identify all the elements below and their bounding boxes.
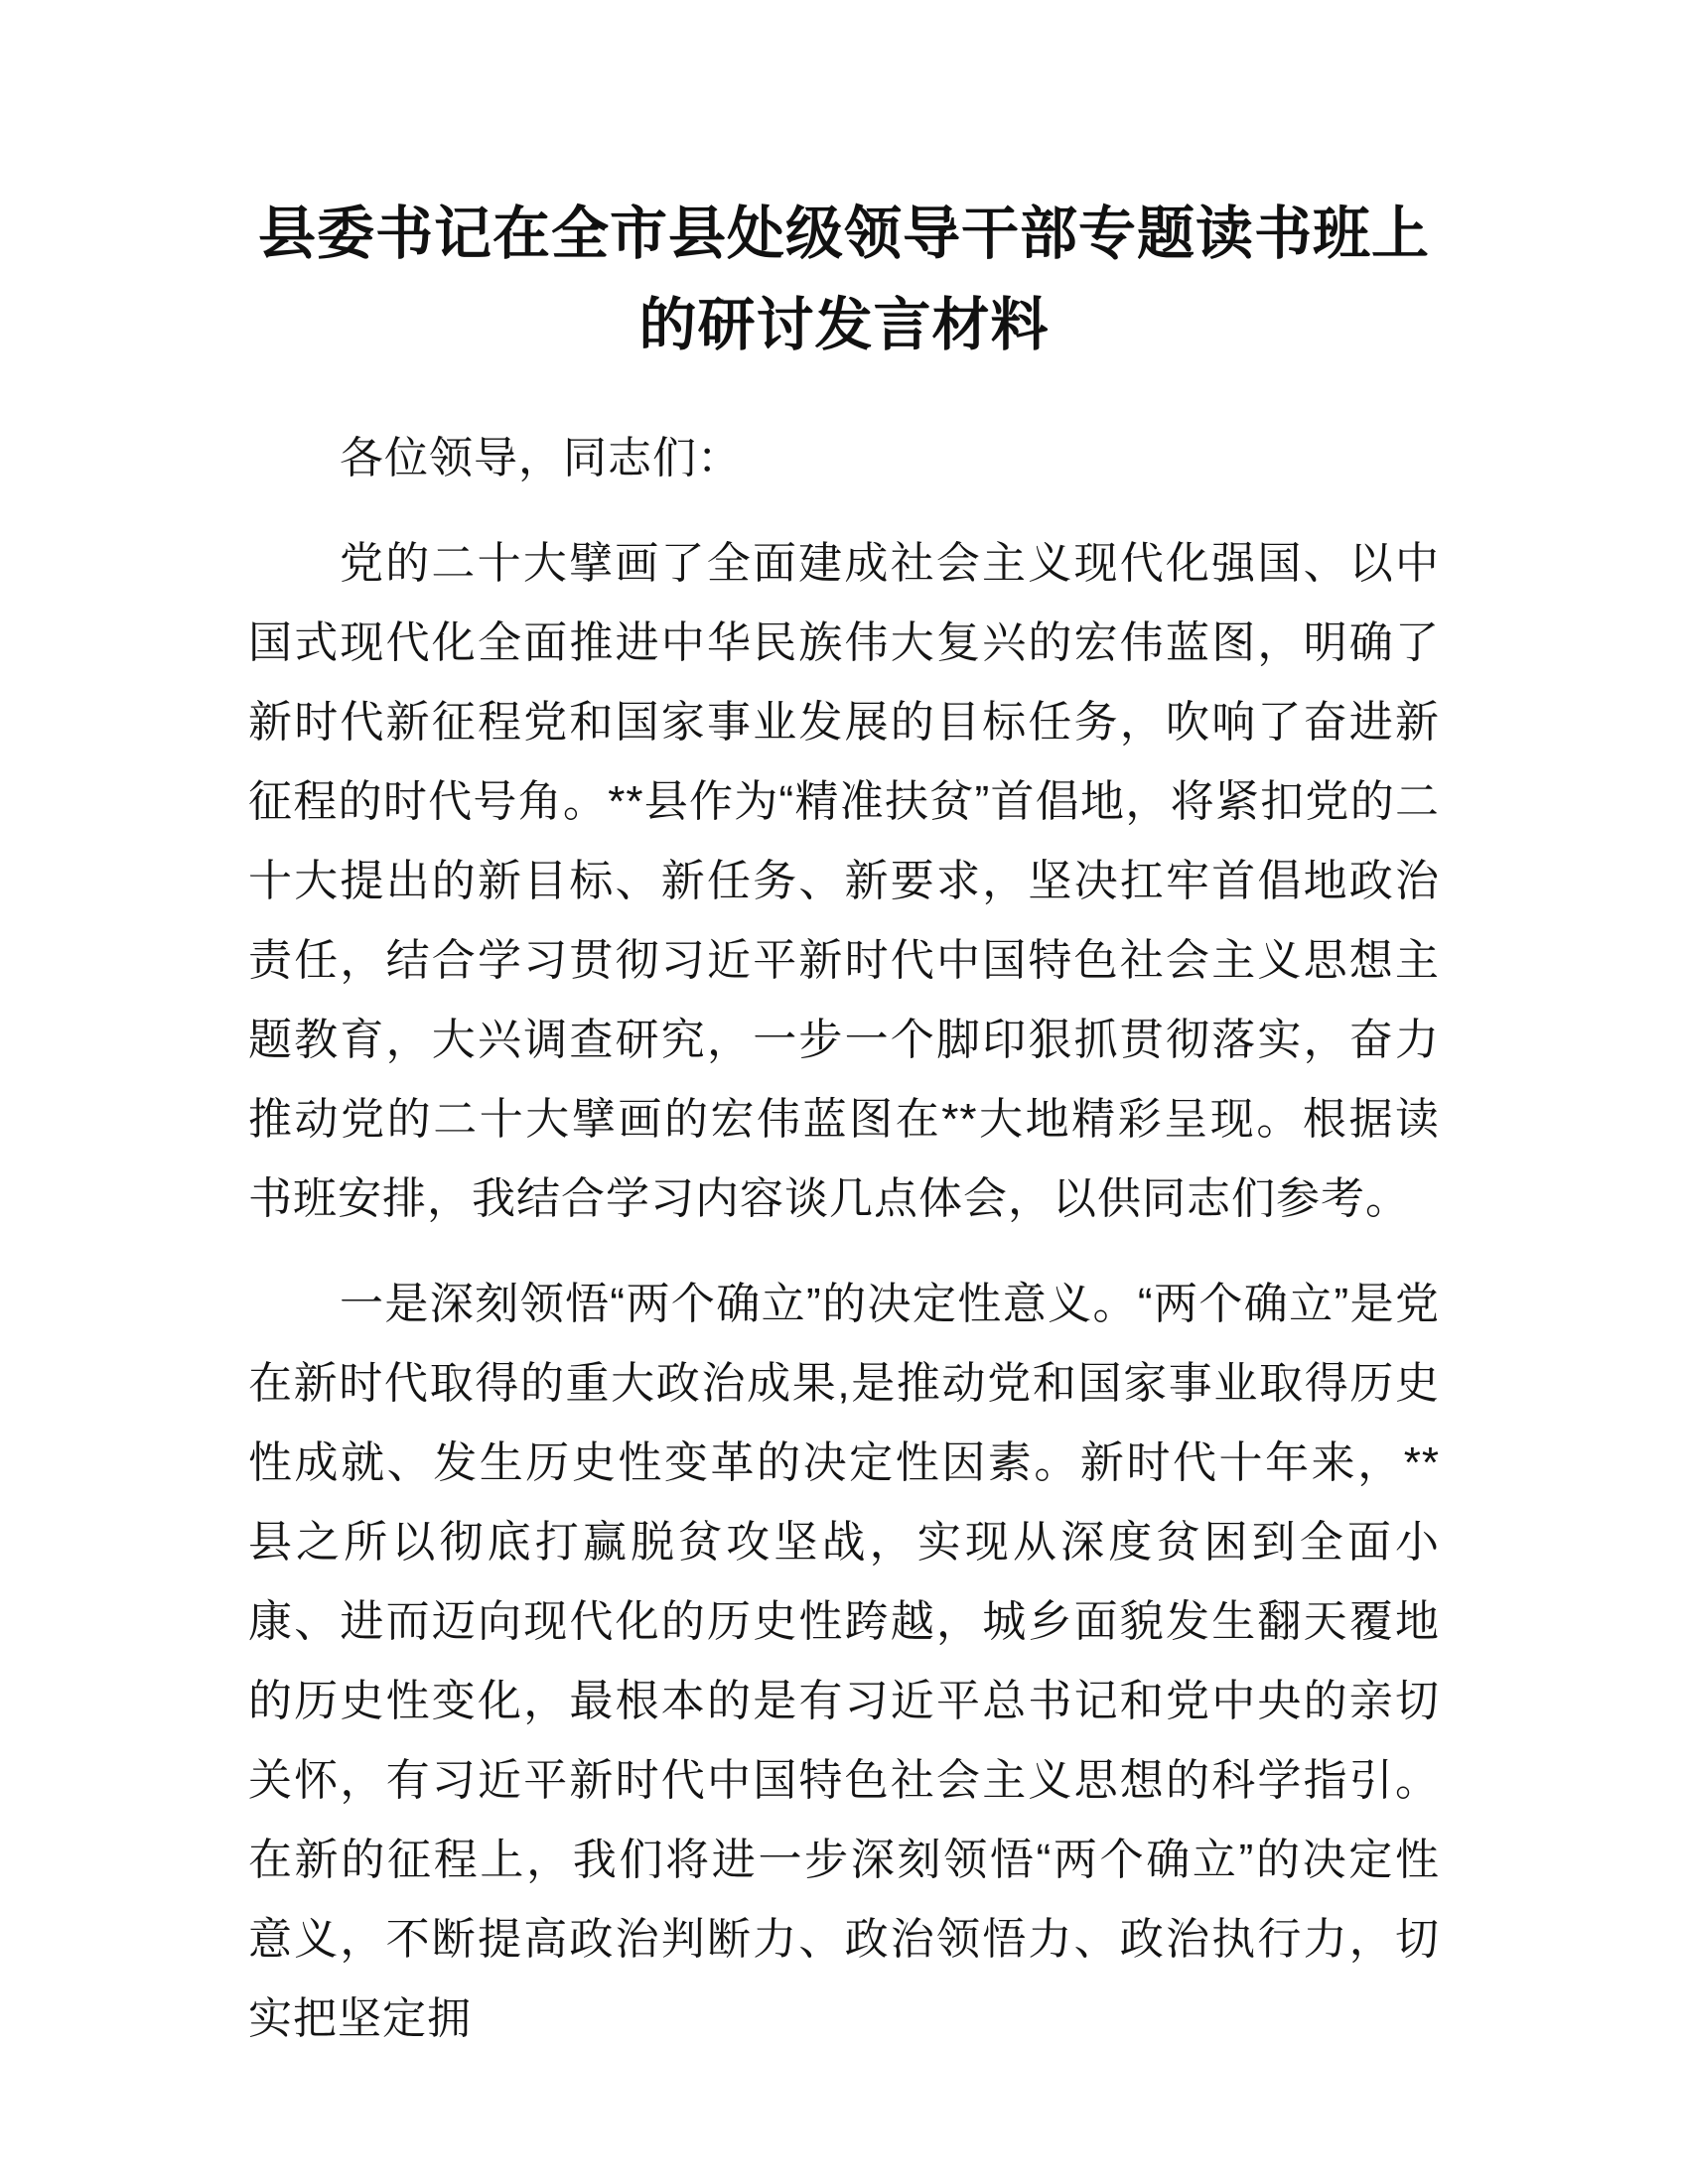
paragraph-body-2: 一是深刻领悟“两个确立”的决定性意义。“两个确立”是党在新时代取得的重大政治成果,是推动党和国家事业取得历史性成就、发生历史性变革的决定性因素。新时代十年来，**县之所以彻底打赢脱贫攻坚战，实现从深度贫困到全面小康、进而迈向现代化的历史性跨越，城乡面貌发生翻天覆地的历史性变化，最根本的是有习近平总书记和党中央的亲切关怀，有习近平新时代中国特色社会主义思想的科学指引。在新的征程上，我们将进一步深刻领悟“两个确立”的决定性意义，不断提高政治判断力、政治领悟力、政治执行力，切实把坚定拥 [248,1280,1440,2043]
paragraph-body-1: 党的二十大擘画了全面建成社会主义现代化强国、以中国式现代化全面推进中华民族伟大复兴的宏伟蓝图，明确了新时代新征程党和国家事业发展的目标任务，吹响了奋进新征程的时代号角。**县作为“精准扶贫”首倡地，将紧扣党的二十大提出的新目标、新任务、新要求，坚决扛牢首倡地政治责任，结合学习贯彻习近平新时代中国特色社会主义思想主题教育，大兴调查研究，一步一个脚印狠抓贯彻落实，奋力推动党的二十大擘画的宏伟蓝图在**大地精彩呈现。根据读书班安排，我结合学习内容谈几点体会，以供同志们参考。 [248,539,1440,1223]
document-title: 县委书记在全市县处级领导干部专题读书班上的研讨发言材料 [257,202,1430,357]
paragraph-salutation: 各位领导，同志们： [340,434,742,482]
